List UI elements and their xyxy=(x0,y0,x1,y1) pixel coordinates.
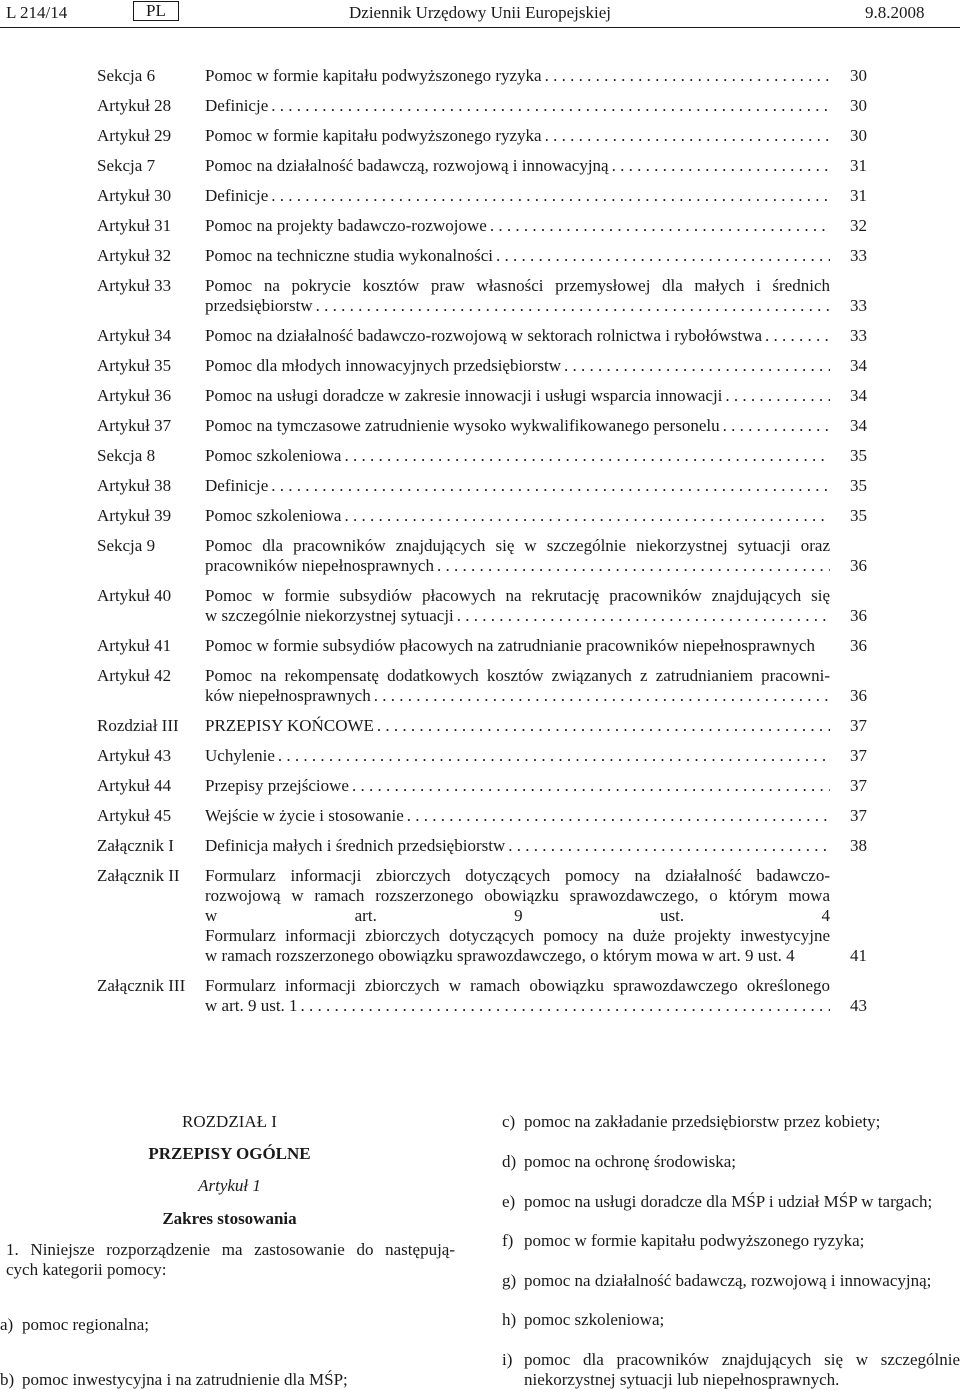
toc-page-number: 36 xyxy=(850,606,867,625)
toc-title-line: Pomoc na techniczne studia wykonalności xyxy=(205,246,493,265)
toc-title xyxy=(205,806,830,826)
toc-title-line: PRZEPISY KOŃCOWE xyxy=(205,716,374,735)
list-letter: d) xyxy=(502,1152,517,1171)
article-title: Zakres stosowania xyxy=(162,1209,297,1228)
toc-title-line: Pomoc dla młodych innowacyjnych przedsiębiorstw xyxy=(205,356,561,375)
toc-page-number: 34 xyxy=(850,416,867,435)
toc-title xyxy=(205,776,830,796)
toc-page-number: 36 xyxy=(850,686,867,705)
chapter-heading: ROZDZIAŁ I xyxy=(182,1112,277,1131)
toc-row xyxy=(97,836,867,856)
list-letter: g) xyxy=(502,1271,517,1290)
toc-row xyxy=(97,806,867,826)
toc-page-number: 37 xyxy=(850,806,867,825)
list-text: pomoc dla pracowników znajdujących się w szczególnie niekorzystnej sytuacji lub niepełnosprawnych. xyxy=(524,1350,960,1389)
toc-title xyxy=(205,156,830,176)
toc-title xyxy=(205,276,830,316)
list-item xyxy=(502,1192,960,1212)
toc-page-number: 43 xyxy=(850,996,867,1015)
toc-row xyxy=(97,186,867,206)
list-item xyxy=(0,1315,459,1335)
toc-title xyxy=(205,476,830,496)
toc-page-number: 41 xyxy=(850,946,867,965)
list-text: pomoc w formie kapitału podwyższonego ryzyka; xyxy=(524,1231,865,1250)
toc-label: Sekcja 9 xyxy=(97,536,156,555)
page-reference: L 214/14 xyxy=(6,3,68,22)
toc-row xyxy=(97,746,867,766)
toc-title xyxy=(205,216,830,236)
toc-title-line: Pomoc na działalność badawczą, rozwojową i innowacyjną xyxy=(205,156,609,175)
list-item xyxy=(502,1152,960,1172)
toc-label: Sekcja 7 xyxy=(97,156,156,175)
list-item xyxy=(0,1370,459,1390)
toc-row xyxy=(97,776,867,796)
toc-title-line: Pomoc na działalność badawczo-rozwojową w sektorach rolnictwa i rybołówstwa xyxy=(205,326,763,345)
toc-title-line: Pomoc na usługi doradcze w zakresie innowacji i usługi wsparcia innowacji xyxy=(205,386,723,405)
toc-page-number: 30 xyxy=(850,96,867,115)
dot-leader xyxy=(268,186,830,206)
chapter-title: PRZEPISY OGÓLNE xyxy=(148,1144,311,1163)
toc-page-number: 30 xyxy=(850,66,867,85)
toc-title xyxy=(205,126,830,146)
toc-title xyxy=(205,186,830,206)
toc-title-line: Definicje xyxy=(205,476,269,495)
toc-title xyxy=(205,446,830,466)
list-item xyxy=(502,1271,960,1291)
toc-title-line: ków niepełnosprawnych xyxy=(205,686,371,705)
dot-leader xyxy=(487,216,830,236)
toc-label: Artykuł 43 xyxy=(97,746,172,765)
toc-label: Artykuł 31 xyxy=(97,216,172,235)
toc-title xyxy=(205,416,830,436)
toc-page-number: 34 xyxy=(850,356,867,375)
toc-label: Załącznik II xyxy=(97,866,180,885)
toc-title-line: Formularz informacji zbiorczych dotyczących pomocy na duże projekty inwestycyjne xyxy=(205,926,830,945)
toc-title-line: Pomoc szkoleniowa xyxy=(205,446,342,465)
toc-page-number: 33 xyxy=(850,246,867,265)
toc-row xyxy=(97,416,867,436)
article-number: Artykuł 1 xyxy=(198,1176,261,1195)
dot-leader xyxy=(722,386,830,406)
toc-title-line: Pomoc w formie kapitału podwyższonego ryzyka xyxy=(205,126,542,145)
toc-label: Artykuł 37 xyxy=(97,416,172,435)
dot-leader xyxy=(762,326,830,346)
toc-row xyxy=(97,326,867,346)
dot-leader xyxy=(454,606,830,626)
toc-row xyxy=(97,506,867,526)
dot-leader xyxy=(434,556,830,576)
paragraph-line: 1. Niniejsze rozporządzenie ma zastosowanie do następują- xyxy=(6,1240,455,1259)
toc-title-line: Wejście w życie i stosowanie xyxy=(205,806,404,825)
toc-label: Artykuł 38 xyxy=(97,476,172,495)
toc-row xyxy=(97,216,867,236)
list-item xyxy=(502,1231,960,1251)
dot-leader xyxy=(268,476,830,496)
toc-label: Sekcja 6 xyxy=(97,66,156,85)
list-text: pomoc na zakładanie przedsiębiorstw przez kobiety; xyxy=(524,1112,881,1131)
toc-page-number: 31 xyxy=(850,186,867,205)
toc-title-line: Pomoc na rekompensatę dodatkowych kosztów związanych z zatrudnianiem pracowni- xyxy=(205,666,830,685)
toc-row xyxy=(97,246,867,266)
page-header xyxy=(0,0,960,26)
toc-page-number: 36 xyxy=(850,556,867,575)
toc-page-number: 36 xyxy=(850,636,867,655)
toc-page-number: 33 xyxy=(850,326,867,345)
toc-title xyxy=(205,976,830,1016)
toc-title-line: Pomoc w formie kapitału podwyższonego ryzyka xyxy=(205,66,542,85)
dot-leader xyxy=(341,506,830,526)
toc-label: Artykuł 36 xyxy=(97,386,172,405)
toc-row xyxy=(97,356,867,376)
toc-label: Artykuł 32 xyxy=(97,246,172,265)
toc-title-line: Pomoc w formie subsydiów płacowych na rekrutację pracowników znajdujących się xyxy=(205,586,830,605)
publication-date: 9.8.2008 xyxy=(865,3,925,22)
toc-label: Artykuł 35 xyxy=(97,356,172,375)
toc-title-line: przedsiębiorstw xyxy=(205,296,313,315)
dot-leader xyxy=(268,96,830,116)
toc-title xyxy=(205,536,830,576)
toc-page-number: 33 xyxy=(850,296,867,315)
dot-leader xyxy=(609,156,830,176)
toc-label: Artykuł 30 xyxy=(97,186,172,205)
toc-label: Załącznik III xyxy=(97,976,186,995)
list-letter: i) xyxy=(502,1350,513,1369)
list-letter: b) xyxy=(0,1370,15,1389)
toc-label: Artykuł 45 xyxy=(97,806,172,825)
dot-leader xyxy=(404,806,830,826)
dot-leader xyxy=(313,296,830,316)
toc-page-number: 37 xyxy=(850,776,867,795)
toc-row xyxy=(97,586,867,626)
toc-title-line: w art. 9 ust. 1 xyxy=(205,996,298,1015)
list-letter: e) xyxy=(502,1192,516,1211)
toc-title-line: Pomoc na projekty badawczo-rozwojowe xyxy=(205,216,487,235)
toc-label: Artykuł 44 xyxy=(97,776,172,795)
list-text: pomoc na ochronę środowiska; xyxy=(524,1152,736,1171)
toc-title xyxy=(205,666,830,706)
toc-label: Artykuł 42 xyxy=(97,666,172,685)
table-of-contents xyxy=(97,66,867,1026)
dot-leader xyxy=(374,716,830,736)
toc-title xyxy=(205,356,830,376)
toc-label: Artykuł 41 xyxy=(97,636,172,655)
toc-label: Artykuł 39 xyxy=(97,506,172,525)
toc-title-line: Pomoc w formie subsydiów płacowych na zatrudnianie pracowników niepełnosprawnych xyxy=(205,636,815,655)
list-item xyxy=(502,1310,960,1330)
toc-title-line: Pomoc szkoleniowa xyxy=(205,506,342,525)
toc-title-line: Uchylenie xyxy=(205,746,275,765)
toc-title xyxy=(205,636,830,656)
dot-leader xyxy=(298,996,830,1016)
toc-page-number: 32 xyxy=(850,216,867,235)
toc-row xyxy=(97,666,867,706)
toc-label: Załącznik I xyxy=(97,836,174,855)
list-text: pomoc na działalność badawczą, rozwojową i innowacyjną; xyxy=(524,1271,932,1290)
dot-leader xyxy=(371,686,830,706)
toc-row xyxy=(97,66,867,86)
toc-page-number: 34 xyxy=(850,386,867,405)
list-text: pomoc regionalna; xyxy=(22,1315,149,1334)
toc-title-line: w art. 9 ust. 4 xyxy=(205,906,830,925)
toc-row xyxy=(97,476,867,496)
toc-label: Artykuł 29 xyxy=(97,126,172,145)
toc-title-line: Pomoc na pokrycie kosztów praw własności przemysłowej dla małych i średnich xyxy=(205,276,830,295)
toc-title xyxy=(205,66,830,86)
dot-leader xyxy=(561,356,830,376)
toc-title xyxy=(205,326,830,346)
list-text: pomoc inwestycyjna i na zatrudnienie dla MŚP; xyxy=(22,1370,348,1389)
toc-row xyxy=(97,636,867,656)
toc-title xyxy=(205,746,830,766)
toc-title xyxy=(205,386,830,406)
toc-title-line: rozwojową w ramach rozszerzonego obowiązku sprawozdawczego, o którym mowa xyxy=(205,886,830,905)
toc-title-line: Definicje xyxy=(205,96,269,115)
toc-title xyxy=(205,836,830,856)
toc-page-number: 35 xyxy=(850,506,867,525)
toc-row xyxy=(97,716,867,736)
toc-row xyxy=(97,96,867,116)
toc-title-line: Definicja małych i średnich przedsiębiorstw xyxy=(205,836,506,855)
list-item xyxy=(502,1112,960,1132)
toc-page-number: 37 xyxy=(850,746,867,765)
toc-row xyxy=(97,446,867,466)
toc-label: Artykuł 40 xyxy=(97,586,172,605)
toc-title-line: Formularz informacji zbiorczych w ramach obowiązku sprawozdawczego określonego xyxy=(205,976,830,995)
toc-title xyxy=(205,96,830,116)
toc-title-line: Przepisy przejściowe xyxy=(205,776,349,795)
toc-page-number: 35 xyxy=(850,476,867,495)
toc-title xyxy=(205,506,830,526)
language-box: PL xyxy=(133,1,179,21)
toc-page-number: 37 xyxy=(850,716,867,735)
dot-leader xyxy=(505,836,830,856)
toc-title xyxy=(205,246,830,266)
toc-row xyxy=(97,976,867,1016)
toc-title-line: w ramach rozszerzonego obowiązku sprawozdawczego, o którym mowa w art. 9 ust. 4 xyxy=(205,946,795,965)
toc-row xyxy=(97,156,867,176)
header-rule xyxy=(0,27,960,28)
journal-title: Dziennik Urzędowy Unii Europejskiej xyxy=(349,3,612,22)
toc-title-line: w szczególnie niekorzystnej sytuacji xyxy=(205,606,454,625)
toc-title xyxy=(205,866,830,966)
dot-leader xyxy=(493,246,830,266)
dot-leader xyxy=(542,66,830,86)
toc-page-number: 35 xyxy=(850,446,867,465)
list-letter: h) xyxy=(502,1310,517,1329)
dot-leader xyxy=(720,416,830,436)
list-letter: f) xyxy=(502,1231,514,1250)
toc-title xyxy=(205,586,830,626)
toc-row xyxy=(97,126,867,146)
toc-row xyxy=(97,536,867,576)
toc-title-line: Pomoc na tymczasowe zatrudnienie wysoko wykwalifikowanego personelu xyxy=(205,416,720,435)
list-text: pomoc szkoleniowa; xyxy=(524,1310,665,1329)
toc-page-number: 31 xyxy=(850,156,867,175)
toc-label: Rozdział III xyxy=(97,716,179,735)
toc-label: Artykuł 34 xyxy=(97,326,172,345)
dot-leader xyxy=(542,126,830,146)
toc-label: Sekcja 8 xyxy=(97,446,156,465)
dot-leader xyxy=(341,446,830,466)
toc-title-line: pracowników niepełnosprawnych xyxy=(205,556,434,575)
list-letter: a) xyxy=(0,1315,14,1334)
toc-label: Artykuł 33 xyxy=(97,276,172,295)
dot-leader xyxy=(275,746,830,766)
list-text: pomoc na usługi doradcze dla MŚP i udział MŚP w targach; xyxy=(524,1192,933,1211)
toc-title-line: Pomoc dla pracowników znajdujących się w szczególnie niekorzystnej sytuacji oraz xyxy=(205,536,830,555)
toc-row xyxy=(97,276,867,316)
paragraph-line: cych kategorii pomocy: xyxy=(6,1260,167,1279)
toc-row xyxy=(97,866,867,966)
toc-title-line: Definicje xyxy=(205,186,269,205)
toc-page-number: 30 xyxy=(850,126,867,145)
toc-title xyxy=(205,716,830,736)
toc-label: Artykuł 28 xyxy=(97,96,172,115)
dot-leader xyxy=(349,776,830,796)
toc-row xyxy=(97,386,867,406)
list-item xyxy=(502,1350,960,1390)
toc-page-number: 38 xyxy=(850,836,867,855)
list-letter: c) xyxy=(502,1112,516,1131)
toc-title-line: Formularz informacji zbiorczych dotyczących pomocy na działalność badawczo- xyxy=(205,866,830,885)
